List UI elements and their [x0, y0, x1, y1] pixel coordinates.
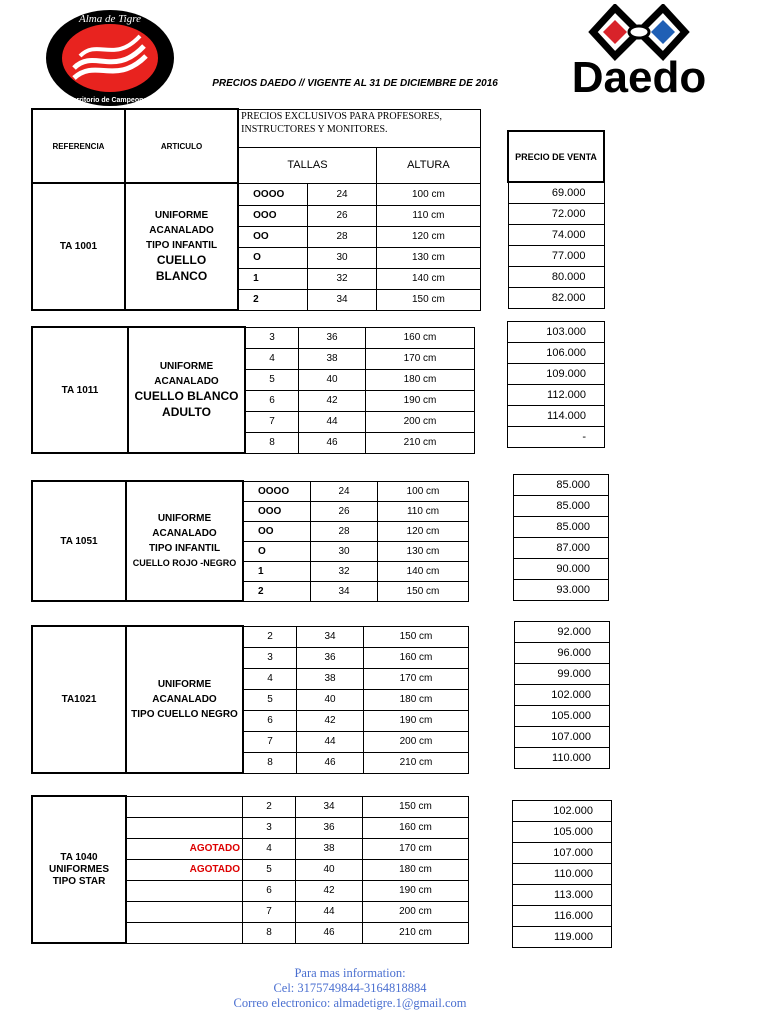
price-value: 102.000 — [513, 801, 612, 822]
price-box-ta1051 — [513, 474, 609, 601]
size-number: 40 — [297, 689, 364, 710]
page-title: PRECIOS DAEDO // VIGENTE AL 31 DE DICIEMBRE DE 2016 — [212, 78, 498, 89]
size-height: 110 cm — [378, 501, 469, 521]
header-tallas: TALLAS — [238, 147, 376, 183]
logo-left-bottom-text: Territorio de Campeones — [68, 97, 152, 104]
size-code: 2 — [238, 289, 308, 310]
product-table-ta1021 — [31, 625, 469, 774]
product-article: UNIFORME ACANALADO TIPO INFANTIL CUELLO ROJO -NEGRO — [126, 481, 243, 601]
daedo-logo — [550, 4, 728, 98]
size-code: 8 — [245, 432, 299, 453]
size-number: 42 — [297, 710, 364, 731]
price-value: 85.000 — [514, 475, 609, 496]
size-number: 32 — [311, 561, 378, 581]
size-code: 3 — [245, 327, 299, 348]
size-number: 36 — [297, 647, 364, 668]
size-number: 44 — [297, 731, 364, 752]
size-code: 8 — [243, 922, 296, 943]
size-height: 180 cm — [366, 369, 475, 390]
logo-left-top-text: Alma de Tigre — [79, 13, 141, 25]
price-value: 107.000 — [513, 843, 612, 864]
price-value: 113.000 — [513, 885, 612, 906]
size-code: OOOO — [238, 183, 308, 205]
size-height: 100 cm — [376, 183, 480, 205]
size-code: 3 — [243, 647, 297, 668]
price-value: 96.000 — [515, 643, 610, 664]
size-code: 2 — [243, 581, 311, 601]
product-table-ta1040 — [31, 795, 469, 944]
article-cell — [126, 922, 243, 943]
size-number: 36 — [296, 817, 363, 838]
size-code: 7 — [243, 731, 297, 752]
price-value: 107.000 — [515, 727, 610, 748]
size-number: 28 — [311, 521, 378, 541]
size-number: 26 — [311, 501, 378, 521]
product-table-ta1001 — [31, 108, 481, 311]
size-code: OO — [243, 521, 311, 541]
size-code: 4 — [245, 348, 299, 369]
header-articulo: ARTICULO — [125, 109, 238, 183]
size-code: OOO — [243, 501, 311, 521]
size-height: 140 cm — [376, 268, 480, 289]
size-code: 5 — [243, 859, 296, 880]
size-number: 42 — [299, 390, 366, 411]
size-height: 150 cm — [364, 626, 469, 647]
price-value: 105.000 — [515, 706, 610, 727]
price-value: 93.000 — [514, 580, 609, 601]
header-exclusive: PRECIOS EXCLUSIVOS PARA PROFESORES, INSTRUCTORES Y MONITORES. — [238, 109, 480, 147]
size-height: 200 cm — [363, 901, 469, 922]
price-value: 106.000 — [508, 343, 605, 364]
size-height: 210 cm — [363, 922, 469, 943]
size-height: 170 cm — [366, 348, 475, 369]
price-box-ta1040 — [512, 800, 612, 948]
size-height: 150 cm — [363, 796, 469, 817]
size-number: 44 — [296, 901, 363, 922]
size-number: 24 — [308, 183, 377, 205]
price-value: 110.000 — [513, 864, 612, 885]
size-height: 200 cm — [366, 411, 475, 432]
price-value: 85.000 — [514, 517, 609, 538]
price-value: 87.000 — [514, 538, 609, 559]
size-number: 46 — [296, 922, 363, 943]
product-ref: TA1021 — [32, 626, 126, 773]
agotado-label: AGOTADO — [126, 859, 243, 880]
size-code: 8 — [243, 752, 297, 773]
size-number: 24 — [311, 481, 378, 501]
size-number: 42 — [296, 880, 363, 901]
price-value: 90.000 — [514, 559, 609, 580]
price-value: 112.000 — [508, 385, 605, 406]
price-value: 69.000 — [508, 182, 604, 203]
size-height: 190 cm — [366, 390, 475, 411]
footer-line-phone: Cel: 3175749844-3164818884 — [273, 981, 427, 995]
size-height: 170 cm — [364, 668, 469, 689]
size-number: 46 — [299, 432, 366, 453]
size-number: 26 — [308, 205, 377, 226]
price-value: 119.000 — [513, 927, 612, 948]
product-ref: TA 1040 UNIFORMES TIPO STAR — [32, 796, 126, 943]
size-height: 110 cm — [376, 205, 480, 226]
price-box-ta1021 — [514, 621, 610, 769]
price-value: 80.000 — [508, 266, 604, 287]
price-value: 92.000 — [515, 622, 610, 643]
size-number: 44 — [299, 411, 366, 432]
article-cell — [126, 880, 243, 901]
size-height: 120 cm — [378, 521, 469, 541]
article-cell — [126, 901, 243, 922]
size-code: 4 — [243, 668, 297, 689]
product-table-ta1051 — [31, 480, 469, 602]
product-article: UNIFORME ACANALADO TIPO INFANTIL CUELLO BLANCO — [125, 183, 238, 310]
price-value: 109.000 — [508, 364, 605, 385]
article-cell — [126, 796, 243, 817]
size-height: 200 cm — [364, 731, 469, 752]
size-code: 5 — [245, 369, 299, 390]
size-height: 150 cm — [378, 581, 469, 601]
size-code: OO — [238, 226, 308, 247]
size-code: O — [243, 541, 311, 561]
size-height: 150 cm — [376, 289, 480, 310]
header-precio-venta: PRECIO DE VENTA — [508, 131, 604, 182]
price-value: 77.000 — [508, 245, 604, 266]
size-code: OOOO — [243, 481, 311, 501]
daedo-wordmark: Daedo — [571, 53, 707, 98]
size-number: 40 — [296, 859, 363, 880]
price-value: 72.000 — [508, 203, 604, 224]
size-code: 2 — [243, 626, 297, 647]
product-ref: TA 1001 — [32, 183, 125, 310]
size-height: 210 cm — [366, 432, 475, 453]
header-altura: ALTURA — [376, 147, 480, 183]
size-height: 130 cm — [378, 541, 469, 561]
header-referencia: REFERENCIA — [32, 109, 125, 183]
size-height: 140 cm — [378, 561, 469, 581]
price-value: 74.000 — [508, 224, 604, 245]
size-code: O — [238, 247, 308, 268]
size-height: 160 cm — [363, 817, 469, 838]
size-code: 7 — [243, 901, 296, 922]
alma-de-tigre-logo — [44, 8, 176, 108]
size-number: 40 — [299, 369, 366, 390]
price-value: 116.000 — [513, 906, 612, 927]
price-box-ta1001 — [507, 130, 605, 309]
size-number: 38 — [296, 838, 363, 859]
footer-line-info: Para mas information: — [294, 966, 406, 980]
size-code: 1 — [243, 561, 311, 581]
price-value: 102.000 — [515, 685, 610, 706]
size-number: 30 — [311, 541, 378, 561]
size-code: 6 — [245, 390, 299, 411]
size-height: 180 cm — [363, 859, 469, 880]
price-value: 99.000 — [515, 664, 610, 685]
size-number: 32 — [308, 268, 377, 289]
size-height: 130 cm — [376, 247, 480, 268]
size-height: 190 cm — [363, 880, 469, 901]
size-height: 180 cm — [364, 689, 469, 710]
size-number: 36 — [299, 327, 366, 348]
price-value: - — [508, 427, 605, 448]
price-value: 82.000 — [508, 287, 604, 308]
product-table-ta1011 — [31, 326, 475, 454]
size-height: 100 cm — [378, 481, 469, 501]
size-height: 170 cm — [363, 838, 469, 859]
size-number: 38 — [299, 348, 366, 369]
product-ref: TA 1011 — [32, 327, 128, 453]
product-article: UNIFORME ACANALADO TIPO CUELLO NEGRO — [126, 626, 243, 773]
size-code: 2 — [243, 796, 296, 817]
price-value: 105.000 — [513, 822, 612, 843]
size-number: 30 — [308, 247, 377, 268]
size-code: 6 — [243, 880, 296, 901]
size-number: 34 — [308, 289, 377, 310]
size-number: 28 — [308, 226, 377, 247]
price-box-ta1011 — [507, 321, 605, 448]
size-number: 38 — [297, 668, 364, 689]
size-code: OOO — [238, 205, 308, 226]
size-code: 1 — [238, 268, 308, 289]
size-code: 5 — [243, 689, 297, 710]
size-height: 120 cm — [376, 226, 480, 247]
footer-line-email[interactable]: Correo electronico: almadetigre.1@gmail.com — [233, 996, 467, 1010]
size-number: 34 — [296, 796, 363, 817]
agotado-label: AGOTADO — [126, 838, 243, 859]
price-value: 103.000 — [508, 322, 605, 343]
size-code: 4 — [243, 838, 296, 859]
size-height: 160 cm — [364, 647, 469, 668]
price-value: 114.000 — [508, 406, 605, 427]
size-height: 210 cm — [364, 752, 469, 773]
product-article: UNIFORME ACANALADO CUELLO BLANCO ADULTO — [128, 327, 245, 453]
size-number: 34 — [311, 581, 378, 601]
size-height: 190 cm — [364, 710, 469, 731]
size-number: 34 — [297, 626, 364, 647]
price-value: 85.000 — [514, 496, 609, 517]
size-code: 7 — [245, 411, 299, 432]
product-ref: TA 1051 — [32, 481, 126, 601]
article-cell — [126, 817, 243, 838]
contact-footer — [150, 966, 550, 1011]
size-code: 3 — [243, 817, 296, 838]
size-code: 6 — [243, 710, 297, 731]
size-number: 46 — [297, 752, 364, 773]
size-height: 160 cm — [366, 327, 475, 348]
price-value: 110.000 — [515, 748, 610, 769]
